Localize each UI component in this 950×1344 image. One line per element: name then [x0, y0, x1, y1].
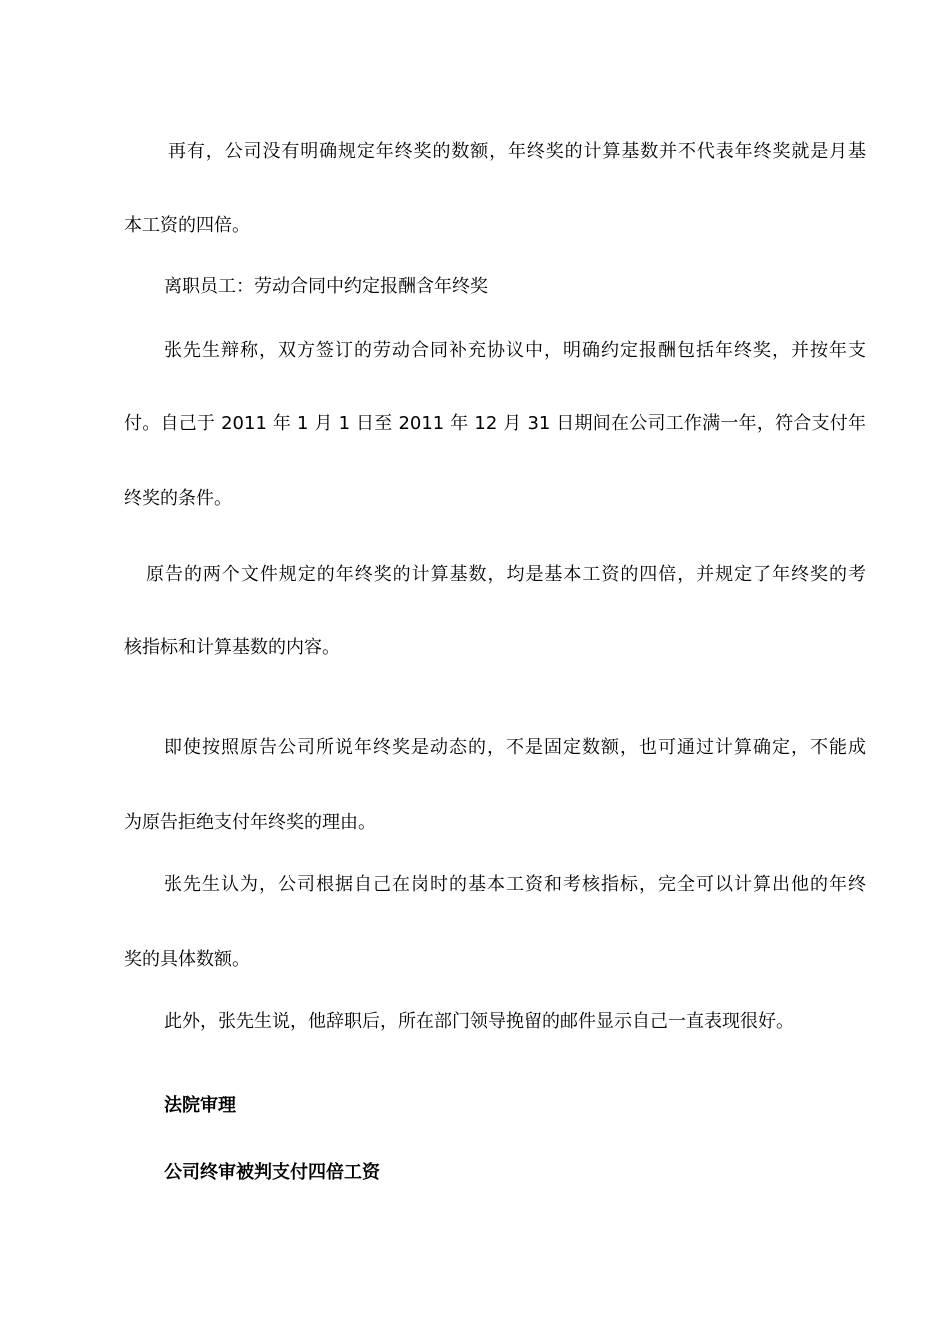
paragraph-1-line-2: 本工资的四倍。: [124, 215, 250, 236]
section-heading-departed-employee: 离职员工：劳动合同中约定报酬含年终奖: [164, 276, 488, 297]
paragraph-5-line-2: 为原告拒绝支付年终奖的理由。: [124, 812, 376, 833]
paragraph-5-line-1: 即使按照原告公司所说年终奖是动态的，不是固定数额，也可通过计算确定，不能成: [164, 737, 866, 758]
section-heading-final-judgment: 公司终审被判支付四倍工资: [164, 1162, 380, 1183]
paragraph-7-line-1: 此外，张先生说，他辞职后，所在部门领导挽留的邮件显示自己一直表现很好。: [164, 1011, 794, 1032]
paragraph-6-line-1: 张先生认为，公司根据自己在岗时的基本工资和考核指标，完全可以计算出他的年终: [164, 874, 866, 895]
paragraph-3-line-3: 终奖的条件。: [124, 488, 232, 509]
paragraph-4-line-2: 核指标和计算基数的内容。: [124, 637, 340, 658]
paragraph-6-line-2: 奖的具体数额。: [124, 949, 250, 970]
paragraph-3-line-2: 付。自己于 2011 年 1 月 1 日至 2011 年 12 月 31 日期间在公司工作满一年，符合支付年: [124, 413, 866, 434]
section-heading-court-review: 法院审理: [164, 1095, 236, 1116]
paragraph-4-line-1: 原告的两个文件规定的年终奖的计算基数，均是基本工资的四倍，并规定了年终奖的考: [146, 564, 866, 585]
paragraph-1-line-1: 再有，公司没有明确规定年终奖的数额，年终奖的计算基数并不代表年终奖就是月基: [168, 141, 866, 162]
paragraph-3-line-1: 张先生辩称，双方签订的劳动合同补充协议中，明确约定报酬包括年终奖，并按年支: [164, 340, 866, 361]
